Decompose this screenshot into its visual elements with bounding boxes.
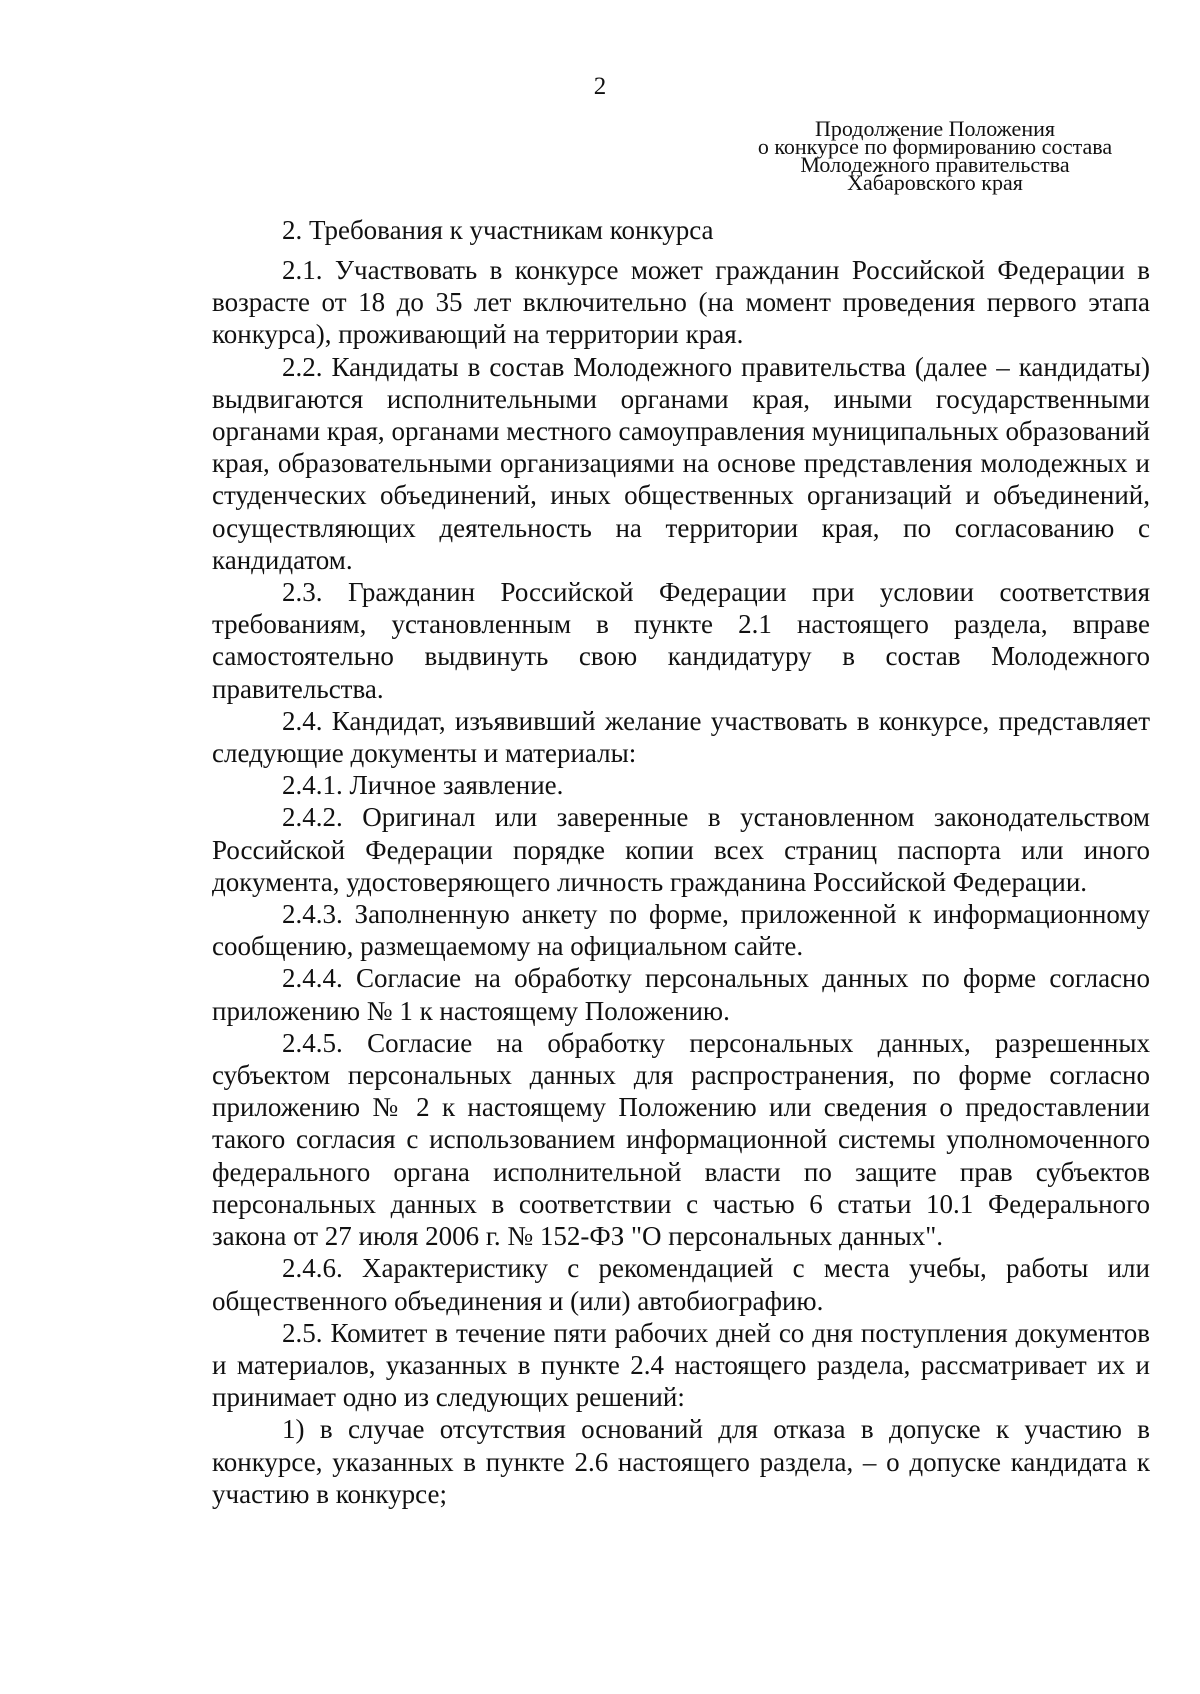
paragraph-2-4-6: 2.4.6. Характеристику с рекомендацией с места учебы, работы или общественного объединения и (или) автобиографию. xyxy=(212,1253,1150,1316)
header-line: о конкурсе по формированию состава xyxy=(757,134,1113,159)
section-title: 2. Требования к участникам конкурса xyxy=(282,215,714,245)
paragraph-2-4-4: 2.4.4. Согласие на обработку персональных данных по форме согласно приложению № 1 к настоящему Положению. xyxy=(212,963,1150,1026)
header-line: Молодежного правительства xyxy=(800,152,1070,177)
paragraph-2-3: 2.3. Гражданин Российской Федерации при условии соответствия требованиям, установленным в пункте 2.1 настоящего раздела, вправе самостоятельно выдвинуть свою кандидатуру в состав Молодежного правительства. xyxy=(212,577,1150,704)
paragraph-2-5: 2.5. Комитет в течение пяти рабочих дней со дня поступления документов и материалов, указанных в пункте 2.4 настоящего раздела, рассматривает их и принимает одно из следующих решений: xyxy=(212,1317,1150,1413)
document-body xyxy=(212,254,1150,1510)
paragraph-2-4-5: 2.4.5. Согласие на обработку персональных данных, разрешенных субъектом персональных данных для распространения, по форме согласно приложению № 2 к настоящему Положению или сведения о предоставлении такого согласия с использованием информационной системы уполномоченного федерального органа исполнительной власти по защите прав субъектов персональных данных в соответствии с частью 6 статьи 10.1 Федерального закона от 27 июля 2006 г. № 152-ФЗ "О персональных данных". xyxy=(212,1027,1150,1252)
page-number: 2 xyxy=(593,73,607,100)
header-line: Продолжение Положения xyxy=(815,116,1055,141)
paragraph-2-5-item-1: 1) в случае отсутствия оснований для отказа в допуске к участию в конкурсе, указанных в пункте 2.6 настоящего раздела, – о допуске кандидата к участию в конкурсе; xyxy=(212,1414,1150,1509)
paragraph-2-2: 2.2. Кандидаты в состав Молодежного правительства (далее – кандидаты) выдвигаются исполнительными органами края, иными государственными органами края, органами местного самоуправления муниципальных образований края, образовательными организациями на основе представления молодежных и студенческих объединений, иных общественных организаций и объединений, осуществляющих деятельность на территории края, по согласованию с кандидатом. xyxy=(212,351,1150,575)
paragraph-2-1: 2.1. Участвовать в конкурсе может гражданин Российской Федерации в возрасте от 18 до 35 лет включительно (на момент проведения первого этапа конкурса), проживающий на территории края. xyxy=(212,255,1150,350)
header-line: Хабаровского края xyxy=(847,170,1023,195)
paragraph-2-4-3: 2.4.3. Заполненную анкету по форме, приложенной к информационному сообщению, размещаемому на официальном сайте. xyxy=(212,899,1150,962)
paragraph-2-4-2: 2.4.2. Оригинал или заверенные в установленном законодательством Российской Федерации порядке копии всех страниц паспорта или иного документа, удостоверяющего личность гражданина Российской Федерации. xyxy=(212,802,1150,897)
continuation-header xyxy=(700,116,1170,195)
paragraph-2-4-1: 2.4.1. Личное заявление. xyxy=(282,770,564,801)
paragraph-2-4: 2.4. Кандидат, изъявивший желание участвовать в конкурсе, представляет следующие документы и материалы: xyxy=(212,705,1150,769)
